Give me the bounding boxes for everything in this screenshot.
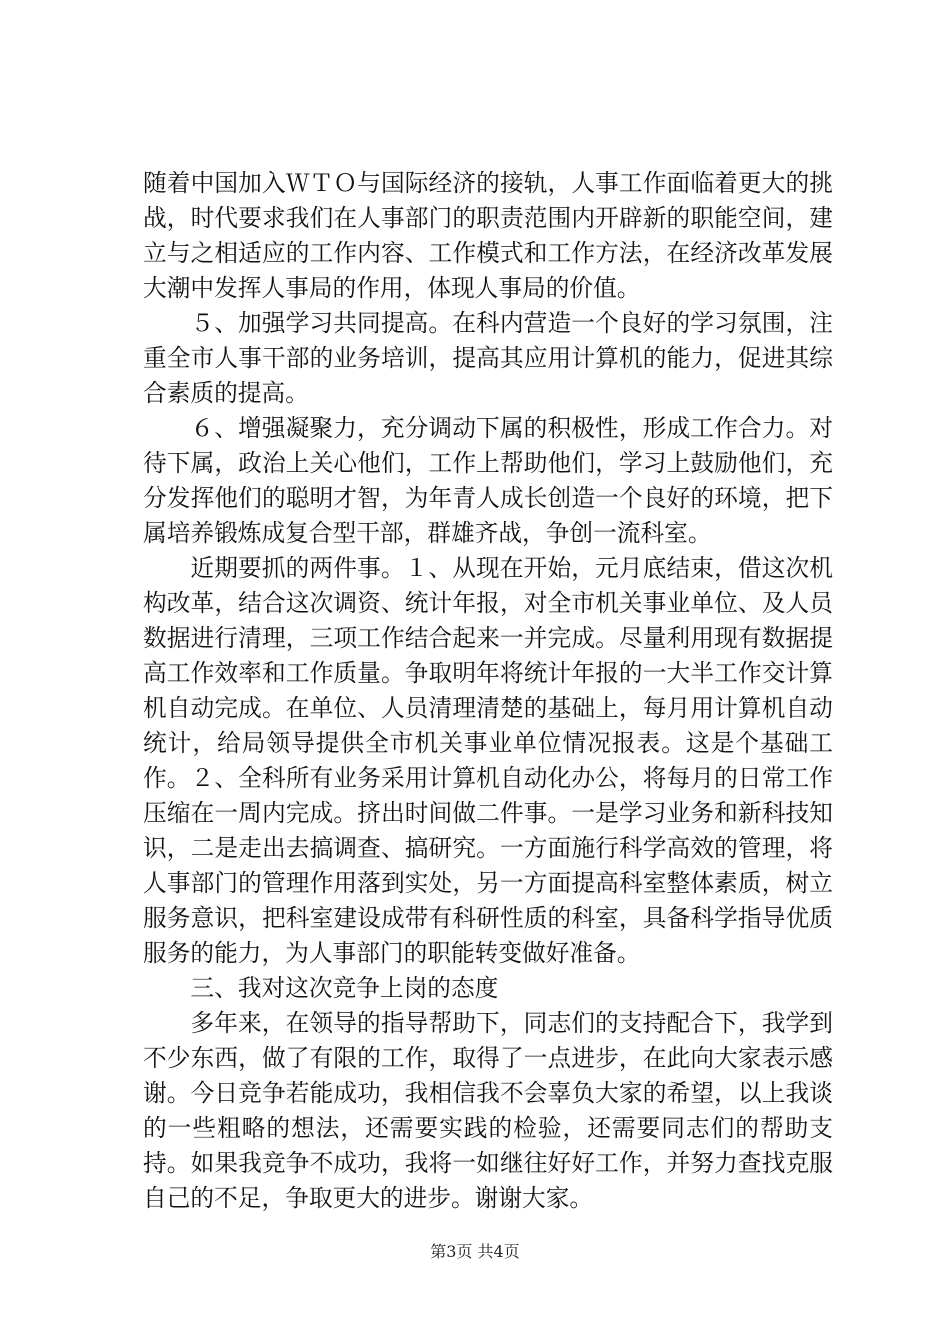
section-heading: 三、我对这次竞争上岗的态度 [190, 973, 499, 1002]
paragraph-6: 多年来，在领导的指导帮助下，同志们的支持配合下，我学到不少东西，做了有限的工作，取得了一点进步，在此向大家表示感谢。今日竞争若能成功，我相信我不会辜负大家的希望，以上我谈的一些粗略的想法，还需要实践的检验，还需要同志们的帮助支持。如果我竞争不成功，我将一如继往好好工作，并努力查找克服自己的不足，争取更大的进步。谢谢大家。 [143, 1008, 833, 1212]
page-footer: 第3页 共4页 [430, 1242, 520, 1261]
paragraph-4: 近期要抓的两件事。１、从现在开始，元月底结束，借这次机构改革，结合这次调资、统计年报，对全市机关事业单位、及人员数据进行清理，三项工作结合起来一并完成。尽量利用现有数据提高工作效率和工作质量。争取明年将统计年报的一大半工作交计算机自动完成。在单位、人员清理清楚的基础上，每月用计算机自动统计，给局领导提供全市机关事业单位情况报表。这是个基础工作。２、全科所有业务采用计算机自动化办公，将每月的日常工作压缩在一周内完成。挤出时间做二件事。一是学习业务和新科技知识，二是走出去搞调查、搞研究。一方面施行科学高效的管理，将人事部门的管理作用落到实处，另一方面提高科室整体素质，树立服务意识，把科室建设成带有科研性质的科室，具备科学指导优质服务的能力，为人事部门的职能转变做好准备。 [143, 553, 833, 967]
paragraph-1: 随着中国加入ＷＴＯ与国际经济的接轨，人事工作面临着更大的挑战，时代要求我们在人事部门的职责范围内开辟新的职能空间，建立与之相适应的工作内容、工作模式和工作方法，在经济改革发展大潮中发挥人事局的作用，体现人事局的价值。 [143, 169, 833, 302]
document-body [143, 166, 833, 1216]
paragraph-2: ５、加强学习共同提高。在科内营造一个良好的学习氛围，注重全市人事干部的业务培训，提高其应用计算机的能力，促进其综合素质的提高。 [143, 308, 833, 407]
paragraph-3: ６、增强凝聚力，充分调动下属的积极性，形成工作合力。对待下属，政治上关心他们，工作上帮助他们，学习上鼓励他们，充分发挥他们的聪明才智，为年青人成长创造一个良好的环境，把下属培养锻炼成复合型干部，群雄齐战，争创一流科室。 [143, 413, 833, 547]
